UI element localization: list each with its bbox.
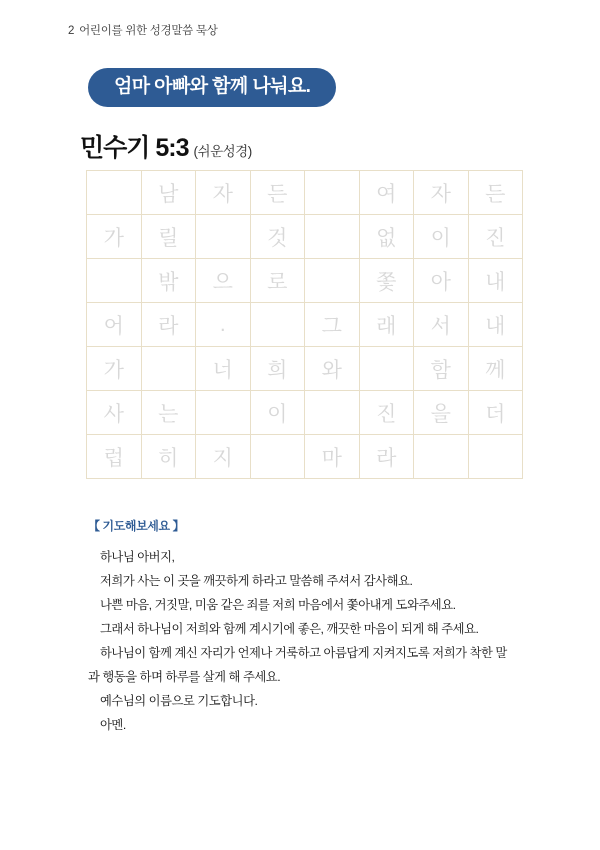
grid-row xyxy=(87,435,523,479)
grid-cell[interactable]: 로 xyxy=(250,259,305,303)
grid-cell[interactable] xyxy=(305,171,360,215)
page-header xyxy=(68,22,218,38)
prayer-line: 나쁜 마음, 거짓말, 미움 같은 죄를 저희 마음에서 쫓아내게 도와주세요. xyxy=(100,598,456,612)
grid-cell[interactable]: . xyxy=(196,303,251,347)
prayer-line: 아멘. xyxy=(100,718,126,732)
grid-cell[interactable]: 지 xyxy=(196,435,251,479)
grid-row xyxy=(87,215,523,259)
grid-cell[interactable]: 진 xyxy=(468,215,523,259)
grid-cell[interactable] xyxy=(414,435,469,479)
grid-cell[interactable]: 마 xyxy=(305,435,360,479)
grid-cell[interactable]: 남 xyxy=(141,171,196,215)
grid-cell[interactable]: 서 xyxy=(414,303,469,347)
grid-cell[interactable]: 히 xyxy=(141,435,196,479)
grid-cell[interactable]: 이 xyxy=(250,391,305,435)
grid-cell[interactable] xyxy=(196,215,251,259)
prayer-line: 하나님이 함께 계신 자리가 언제나 거룩하고 아름답게 지켜지도록 저희가 착한 말과 행동을 하며 하루를 살게 해 주세요. xyxy=(88,646,507,684)
grid-cell[interactable]: 든 xyxy=(250,171,305,215)
header-title: 어린이를 위한 성경말씀 묵상 xyxy=(79,25,218,37)
prayer-line: 예수님의 이름으로 기도합니다. xyxy=(100,694,258,708)
grid-cell[interactable]: 내 xyxy=(468,303,523,347)
grid-row xyxy=(87,259,523,303)
grid-cell[interactable]: 여 xyxy=(359,171,414,215)
grid-cell[interactable]: 아 xyxy=(414,259,469,303)
grid-row xyxy=(87,303,523,347)
grid-cell[interactable] xyxy=(87,259,142,303)
writing-grid-body xyxy=(87,171,523,479)
grid-cell[interactable] xyxy=(250,435,305,479)
grid-cell[interactable]: 희 xyxy=(250,347,305,391)
grid-cell[interactable]: 라 xyxy=(141,303,196,347)
grid-cell[interactable]: 자 xyxy=(196,171,251,215)
grid-cell[interactable] xyxy=(359,347,414,391)
grid-cell[interactable]: 럽 xyxy=(87,435,142,479)
prayer-line: 하나님 아버지, xyxy=(100,550,175,564)
grid-cell[interactable]: 래 xyxy=(359,303,414,347)
grid-cell[interactable]: 밖 xyxy=(141,259,196,303)
grid-cell[interactable] xyxy=(141,347,196,391)
share-banner: 엄마 아빠와 함께 나눠요. xyxy=(88,68,336,107)
grid-cell[interactable]: 자 xyxy=(414,171,469,215)
grid-cell[interactable]: 더 xyxy=(468,391,523,435)
grid-cell[interactable] xyxy=(196,391,251,435)
grid-cell[interactable]: 함 xyxy=(414,347,469,391)
grid-cell[interactable]: 그 xyxy=(305,303,360,347)
grid-cell[interactable]: 가 xyxy=(87,215,142,259)
grid-cell[interactable] xyxy=(468,435,523,479)
prayer-heading: 【 기도해보세요 】 xyxy=(88,519,185,533)
grid-cell[interactable]: 릴 xyxy=(141,215,196,259)
grid-cell[interactable] xyxy=(305,391,360,435)
grid-row xyxy=(87,347,523,391)
grid-cell[interactable]: 께 xyxy=(468,347,523,391)
prayer-body xyxy=(88,545,518,737)
verse-title xyxy=(80,128,252,164)
grid-cell[interactable]: 는 xyxy=(141,391,196,435)
page-number: 2 xyxy=(68,25,75,37)
grid-cell[interactable]: 너 xyxy=(196,347,251,391)
grid-cell[interactable] xyxy=(305,259,360,303)
grid-cell[interactable]: 을 xyxy=(414,391,469,435)
grid-cell[interactable]: 내 xyxy=(468,259,523,303)
grid-cell[interactable]: 라 xyxy=(359,435,414,479)
verse-version: (쉬운성경) xyxy=(193,144,252,159)
grid-cell[interactable] xyxy=(87,171,142,215)
grid-cell[interactable]: 가 xyxy=(87,347,142,391)
grid-cell[interactable]: 없 xyxy=(359,215,414,259)
prayer-line: 그래서 하나님이 저희와 함께 계시기에 좋은, 깨끗한 마음이 되게 해 주세요. xyxy=(100,622,479,636)
verse-reference: 민수기 5:3 xyxy=(80,134,189,162)
grid-cell[interactable] xyxy=(250,303,305,347)
grid-cell[interactable]: 어 xyxy=(87,303,142,347)
prayer-line: 저희가 사는 이 곳을 깨끗하게 하라고 말씀해 주셔서 감사해요. xyxy=(100,574,413,588)
grid-cell[interactable]: 것 xyxy=(250,215,305,259)
writing-grid xyxy=(86,170,523,479)
grid-cell[interactable]: 사 xyxy=(87,391,142,435)
grid-cell[interactable]: 든 xyxy=(468,171,523,215)
grid-cell[interactable]: 진 xyxy=(359,391,414,435)
grid-cell[interactable] xyxy=(305,215,360,259)
grid-cell[interactable]: 와 xyxy=(305,347,360,391)
grid-cell[interactable]: 쫓 xyxy=(359,259,414,303)
grid-cell[interactable]: 이 xyxy=(414,215,469,259)
grid-row xyxy=(87,171,523,215)
grid-cell[interactable]: 으 xyxy=(196,259,251,303)
grid-row xyxy=(87,391,523,435)
banner-container xyxy=(88,68,336,107)
